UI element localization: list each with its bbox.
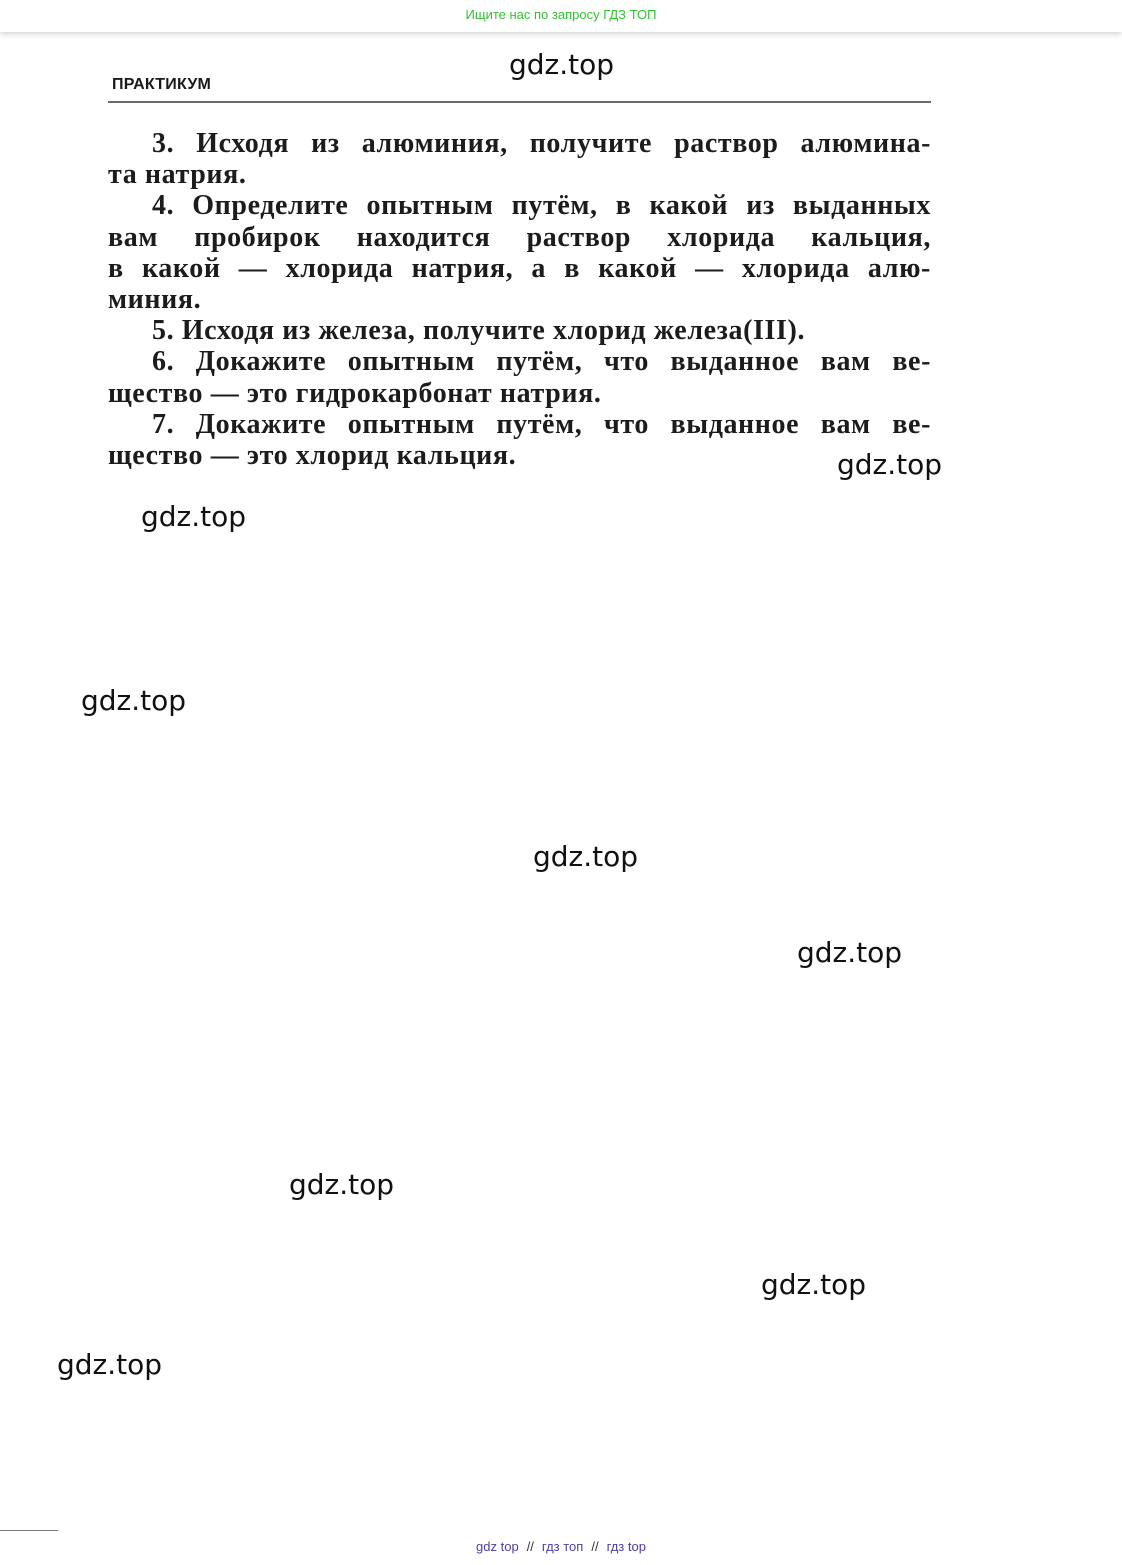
watermark: gdz.top [837,448,943,481]
watermark: gdz.top [141,500,247,533]
page-header: ПРАКТИКУМ [112,76,212,93]
text-line: 4. Определите опытным путём, в какой из выданных [152,190,931,222]
top-banner [0,0,1122,32]
text-line: 3. Исходя из алюминия, получите раствор алюмина- [152,128,931,159]
text-line: щество — это гидрокарбонат натрия. [108,377,602,409]
watermark: gdz.top [761,1268,867,1301]
footer-link-gdz-top-ru[interactable]: гдз топ [541,1539,584,1554]
footer-link-gdz-top[interactable]: gdz top [476,1539,519,1554]
footer-link-gdz-top-mixed[interactable]: гдз top [606,1539,646,1554]
exercise-text [108,128,931,471]
divider [0,1530,58,1531]
text-line: 7. Докажите опытным путём, что выданное вам ве- [152,408,931,440]
text-line: щество — это хлорид кальция. [108,440,517,472]
watermark: gdz.top [533,840,639,873]
watermark: gdz.top [289,1168,395,1201]
text-line: миния. [108,284,202,316]
watermark: gdz.top [509,48,615,81]
footer [0,1539,1122,1554]
footer-separator: // [526,1539,534,1554]
banner-text: Ищите нас по запросу ГДЗ ТОП [465,7,657,22]
text-line: вам пробирок находится раствор хлорида кальция, [108,221,931,253]
watermark: gdz.top [797,936,903,969]
header-rule [108,101,931,103]
watermark: gdz.top [57,1348,163,1381]
text-line: та натрия. [108,159,247,191]
footer-separator: // [591,1539,599,1554]
text-line: 6. Докажите опытным путём, что выданное вам ве- [152,346,931,378]
watermark: gdz.top [81,684,187,717]
text-line: в какой — хлорида натрия, а в какой — хлорида алю- [108,252,931,284]
text-line: 5. Исходя из железа, получите хлорид железа(III). [152,315,806,347]
